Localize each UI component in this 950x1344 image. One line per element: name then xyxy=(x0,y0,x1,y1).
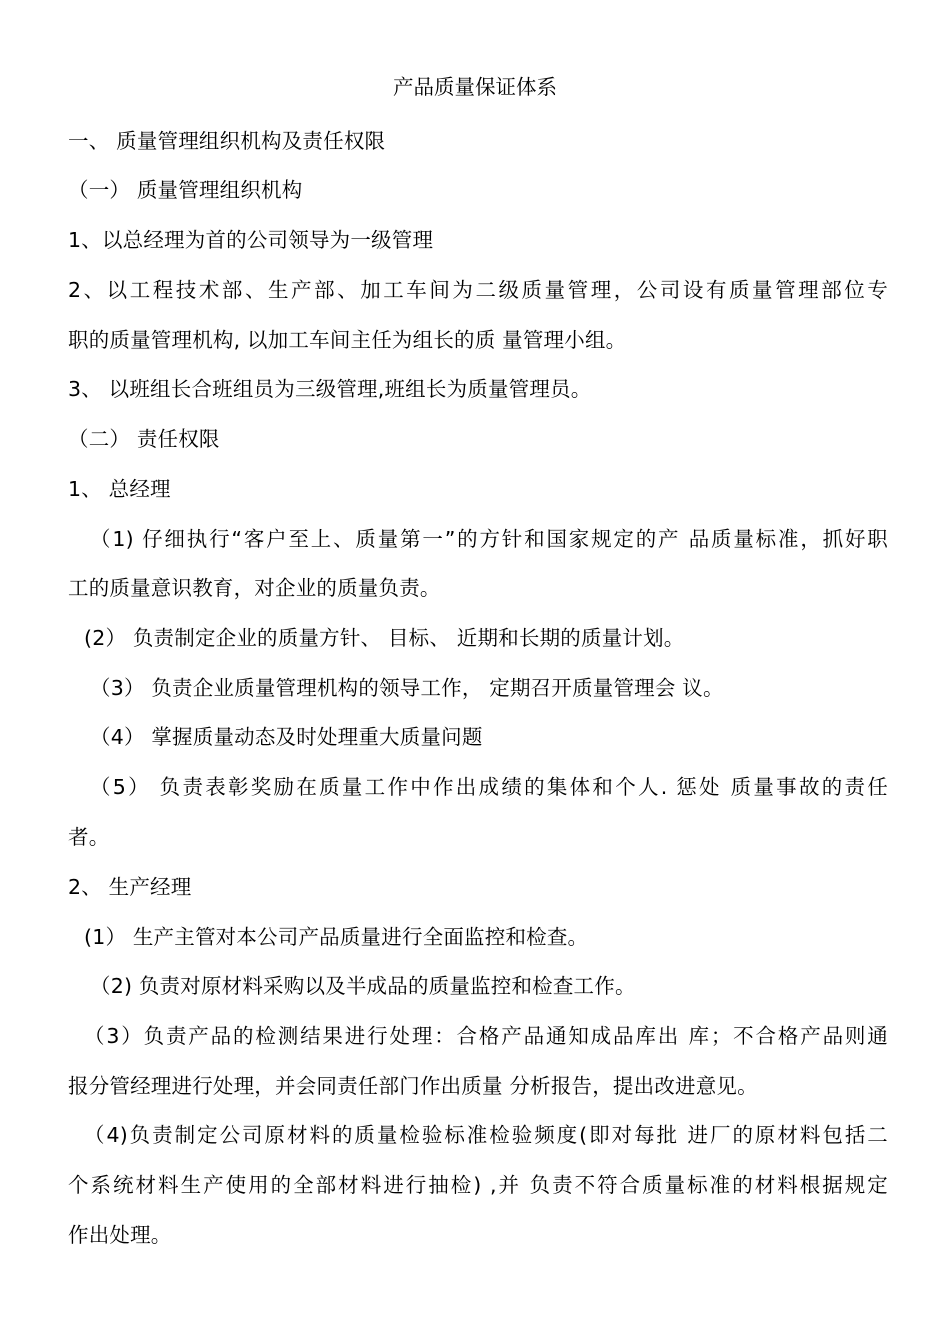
subsection-heading-2: （二） 责任权限 xyxy=(68,427,220,451)
paragraph-line: （4)负责制定公司原材料的质量检验标准检验频度(即对每批 进厂的原材料包括二 xyxy=(84,1123,888,1147)
paragraph-line: (1） 生产主管对本公司产品质量进行全面监控和检查。 xyxy=(84,925,589,949)
paragraph-line: 作出处理。 xyxy=(68,1223,172,1247)
paragraph-line: 个系统材料生产使用的全部材料进行抽检) ,并 负责不符合质量标准的材料根据规定 xyxy=(68,1173,888,1197)
paragraph-line: 职的质量管理机构, 以加工车间主任为组长的质 量管理小组。 xyxy=(68,328,627,352)
paragraph-line: 3、 以班组长合班组员为三级管理,班组长为质量管理员。 xyxy=(68,377,592,401)
paragraph-line: （3） 负责企业质量管理机构的领导工作， 定期召开质量管理会 议。 xyxy=(90,676,724,700)
paragraph-line: （2) 负责对原材料采购以及半成品的质量监控和检查工作。 xyxy=(90,974,636,998)
paragraph-line: 报分管经理进行处理，并会同责任部门作出质量 分析报告，提出改进意见。 xyxy=(68,1074,758,1098)
paragraph-line: （4） 掌握质量动态及时处理重大质量问题 xyxy=(90,725,483,749)
paragraph-line: （1) 仔细执行“客户至上、质量第一”的方针和国家规定的产 品质量标准，抓好职 xyxy=(90,527,888,551)
section-heading-1: 一、 质量管理组织机构及责任权限 xyxy=(68,129,386,153)
paragraph-line: （3）负责产品的检测结果进行处理：合格产品通知成品库出 库；不合格产品则通 xyxy=(84,1024,888,1048)
item-heading-production-manager: 2、 生产经理 xyxy=(68,875,192,899)
paragraph-line: 1、以总经理为首的公司领导为一级管理 xyxy=(68,228,434,252)
paragraph-line: 工的质量意识教育，对企业的质量负责。 xyxy=(68,576,441,600)
paragraph-line: (2） 负责制定企业的质量方针、 目标、 近期和长期的质量计划。 xyxy=(84,626,685,650)
paragraph-line: 者。 xyxy=(68,825,110,849)
paragraph-line: （5） 负责表彰奖励在质量工作中作出成绩的集体和个人. 惩处 质量事故的责任 xyxy=(90,775,888,799)
document-title: 产品质量保证体系 xyxy=(393,75,557,99)
item-heading-general-manager: 1、 总经理 xyxy=(68,477,171,501)
subsection-heading-1: （一） 质量管理组织机构 xyxy=(68,178,303,202)
paragraph-line: 2、以工程技术部、生产部、加工车间为二级质量管理，公司设有质量管理部位专 xyxy=(68,278,888,302)
